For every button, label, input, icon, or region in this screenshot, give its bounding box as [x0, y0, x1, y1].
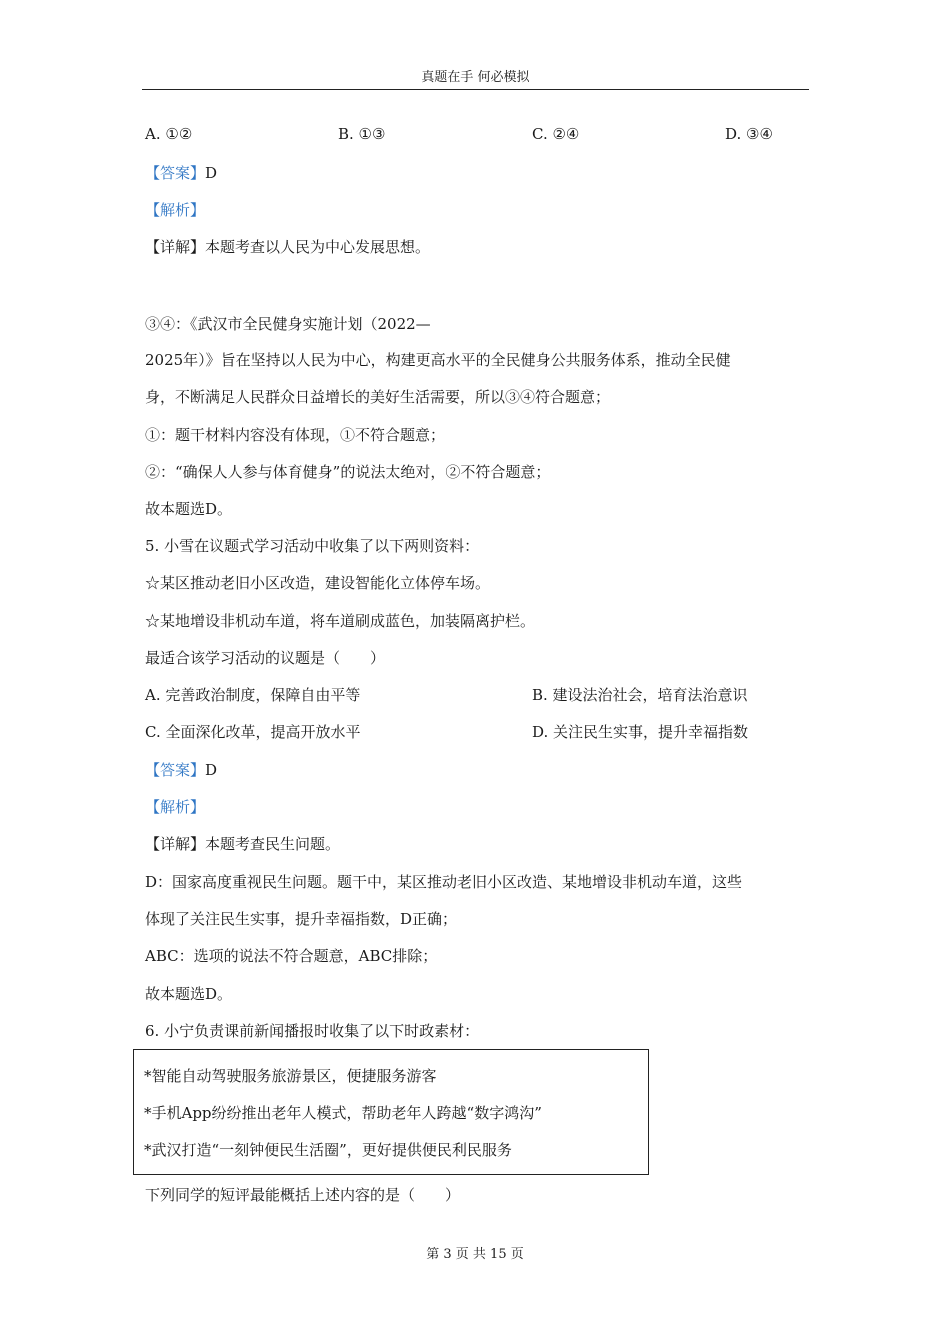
q5-option-b: B. 建设法治社会，培育法治意识 [532, 686, 748, 704]
q5-analysis-tag: 【解析】 [145, 798, 206, 816]
q4-analysis-line: 身，不断满足人民群众日益增长的美好生活需要，所以③④符合题意； [145, 388, 611, 406]
q5-detail: 【详解】本题考查民生问题。 [145, 835, 341, 853]
q5-material-item: ☆某区推动老旧小区改造，建设智能化立体停车场。 [145, 574, 491, 592]
q5-analysis-line: D：国家高度重视民生问题。题干中，某区推动老旧小区改造、某地增设非机动车道，这些 [145, 873, 743, 891]
q6-material-item: *智能自动驾驶服务旅游景区，便捷服务游客 [144, 1067, 437, 1085]
answer-tag: 【答案】 [145, 761, 206, 779]
header-title: 真题在手 何必模拟 [421, 70, 530, 85]
q6-question: 下列同学的短评最能概括上述内容的是（ ） [145, 1186, 461, 1204]
q4-analysis-line: ①：题干材料内容没有体现，①不符合题意； [145, 426, 446, 444]
q4-option-c: C. ②④ [532, 125, 580, 143]
q4-option-b: B. ①③ [338, 125, 386, 143]
page-footer: 第 3 页 共 15 页 [426, 1247, 524, 1262]
q5-analysis-line: 故本题选D。 [145, 985, 233, 1003]
q4-analysis-line: 2025年）》旨在坚持以人民为中心，构建更高水平的全民健身公共服务体系，推动全民健 [145, 351, 731, 369]
q6-material-item: *手机App纷纷推出老年人模式，帮助老年人跨越“数字鸿沟” [144, 1104, 542, 1122]
q4-analysis-line: 故本题选D。 [145, 500, 233, 518]
q4-analysis-tag: 【解析】 [145, 201, 206, 219]
q4-answer [145, 162, 217, 183]
header-divider [142, 89, 809, 90]
q5-option-d: D. 关注民生实事，提升幸福指数 [532, 723, 749, 741]
q5-stem: 5. 小雪在议题式学习活动中收集了以下两则资料： [145, 537, 480, 555]
q4-analysis-line: ②：“确保人人参与体育健身”的说法太绝对，②不符合题意； [145, 463, 551, 481]
q5-option-c: C. 全面深化改革，提高开放水平 [145, 723, 361, 741]
q5-material-item: ☆某地增设非机动车道，将车道刷成蓝色，加装隔离护栏。 [145, 612, 536, 630]
q4-option-a: A. ①② [145, 125, 193, 143]
q5-analysis-line: 体现了关注民生实事，提升幸福指数，D正确； [145, 910, 458, 928]
q5-answer [145, 759, 217, 780]
q4-detail: 【详解】本题考查以人民为中心发展思想。 [145, 238, 431, 256]
q5-question: 最适合该学习活动的议题是（ ） [145, 649, 386, 667]
q6-material-item: *武汉打造“一刻钟便民生活圈”，更好提供便民利民服务 [144, 1141, 512, 1159]
q6-material-box [133, 1049, 649, 1175]
q4-analysis-line: ③④：《武汉市全民健身实施计划（2022— [145, 315, 431, 333]
q6-stem: 6. 小宁负责课前新闻播报时收集了以下时政素材： [145, 1022, 480, 1040]
q5-option-a: A. 完善政治制度，保障自由平等 [145, 686, 361, 704]
answer-tag: 【答案】 [145, 164, 206, 182]
answer-value: D [205, 164, 218, 182]
q5-analysis-line: ABC：选项的说法不符合题意，ABC排除； [145, 947, 438, 965]
answer-value: D [205, 761, 218, 779]
q4-option-d: D. ③④ [725, 125, 773, 143]
